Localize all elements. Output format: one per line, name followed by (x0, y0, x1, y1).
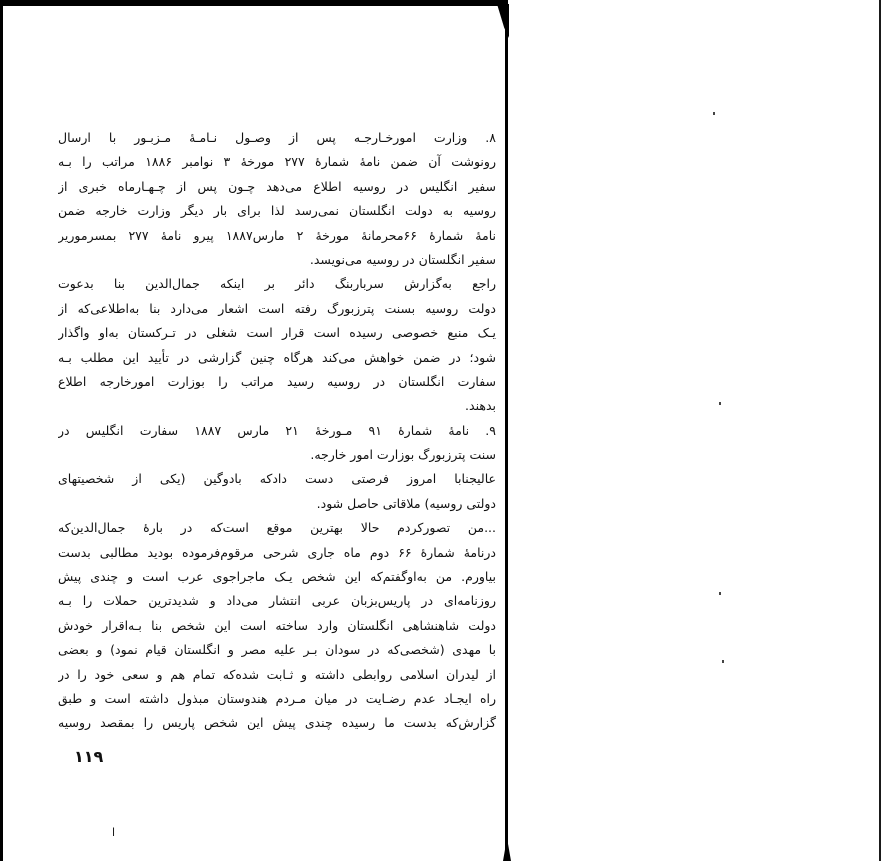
text-line: یـک منبع خصوصی رسیده است قرار است شغلی در تـرکستان به‌او واگذار (58, 325, 496, 341)
text-line: با مهدی (شخصی‌که در سودان بـر علیه مصر و انگلستان قیام نمود) و بعضی (58, 642, 496, 658)
text-line: سفارت انگلستان در روسیه رسید مراتب را بوزارت امورخارجه اطلاع (58, 373, 496, 389)
text-line: سفیر انگلیس در روسیه اطلاع می‌دهد چـون پس از چـهـارماه خبری از (58, 178, 496, 194)
margin-mark: ا (112, 826, 116, 839)
document-body (58, 126, 496, 736)
scan-speck (722, 660, 724, 663)
page-binding-line (505, 0, 508, 861)
text-line: از لیدران اسلامی روابطی داشته و ثـابت شده‌که تمام هم و سعی خود را در (58, 666, 496, 682)
text-line: بیاورم. من به‌اوگفتم‌که این شخص یـک ماجراجوی عرب است و چندی پیش (58, 569, 496, 585)
text-line: ...من تصورکردم حالا بهترین موقع است‌که در بارهٔ جمال‌الدین‌که (58, 520, 496, 536)
text-line: روزنامه‌ای در پاریس‌بزبان عربی انتشار می‌داد و شدیدترین حملات را بـه (58, 593, 496, 609)
text-line: رونوشت آن ضمن نامهٔ شمارهٔ ۲۷۷ مورخهٔ ۳ نوامبر ۱۸۸۶ مراتب را بـه (58, 154, 496, 170)
text-line: راه ایجـاد عدم رضـایت در میان مـردم هندوستان مبذول داشته است و طبق (58, 690, 496, 706)
text-line: سنت پترزبورگ بوزارت امور خارجه. (310, 447, 496, 463)
text-line: راجع به‌گزارش سرباربنگ دائر بر اینکه جمال‌الدین بنا بدعوت (58, 276, 496, 292)
text-line: گزارش‌که بدست ما رسیده چندی پیش این شخص پاریس را بمقصد روسیه (58, 715, 496, 731)
text-line: بدهند. (465, 398, 496, 414)
text-line: دولت روسیه بسنت پترزبورگ رفته است اشعار می‌دارد بنا به‌اطلاعی‌که از (58, 300, 496, 316)
text-line: نامهٔ شمارهٔ ۶۶محرمانهٔ مورخهٔ ۲ مارس۱۸۸۷ پیرو نامهٔ ۲۷۷ بمسرموریر (58, 227, 496, 243)
scan-speck (713, 112, 715, 115)
text-line: سفیر انگلستان در روسیه می‌نویسد. (309, 251, 496, 267)
text-line: ۹. نامهٔ شمارهٔ ۹۱ مـورخهٔ ۲۱ مارس ۱۸۸۷ سفارت انگلیس در (58, 422, 496, 438)
text-line: دولت شاهنشاهی انگلستان وارد ساخته است این شخص بنا بـه‌اقرار خودش (58, 617, 496, 633)
text-line: روسیه به دولت انگلستان نمی‌رسد لذا برای بار دیگر وزارت خارجه ضمن (58, 203, 496, 219)
text-line: درنامهٔ شمارهٔ ۶۶ دوم ماه جاری شرحی مرقوم‌فرموده بودید مطالبی بدست (58, 544, 496, 560)
scan-speck (719, 402, 721, 405)
scan-left-edge (0, 0, 3, 861)
text-line: دولتی روسیه) ملاقاتی حاصل شود. (316, 495, 496, 511)
scan-speck (719, 592, 721, 595)
binding-tab-mark (497, 4, 509, 38)
scan-right-edge (879, 0, 881, 861)
text-line: عالیجنابا امروز فرصتی دست دادکه بادوگین (یکی از شخصیتهای (58, 471, 496, 487)
text-line: شود؛ در ضمن خواهش می‌کند هرگاه چنین گزارشی در تأیید این مطلب بـه (58, 349, 496, 365)
scan-top-border (0, 0, 508, 6)
page-number: ۱۱۹ (74, 747, 104, 766)
text-line: ۸. وزارت امورخـارجـه پس از وصـول نـامـهٔ مـزبـور با ارسال (58, 130, 496, 145)
